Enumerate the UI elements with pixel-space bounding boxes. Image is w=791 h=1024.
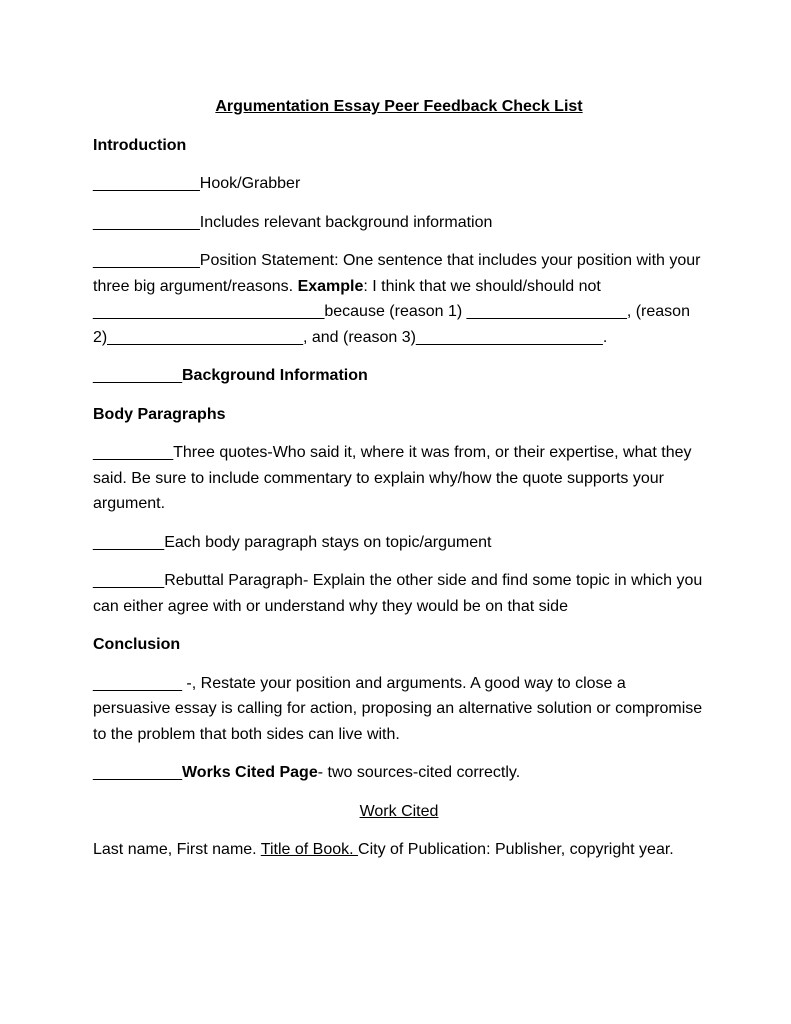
document-page	[93, 94, 705, 876]
works-blank: __________	[93, 764, 182, 781]
document-title: Argumentation Essay Peer Feedback Check List	[215, 98, 583, 115]
bg-info-label: Background Information	[181, 367, 368, 384]
work-cited-heading	[93, 799, 705, 825]
introduction-heading: Introduction	[93, 136, 187, 154]
bg-info-blank: __________	[93, 367, 182, 384]
position-statement-item	[93, 248, 705, 350]
works-cited-label: Works Cited Page	[181, 764, 318, 781]
example-label: Example	[297, 277, 364, 295]
position-text-a: ____________Position Statement: One sentence that includes your position with your three big argument/reasons.	[93, 252, 701, 295]
rebuttal-item: ________Rebuttal Paragraph- Explain the other side and find some topic in which you can either agree with or understand why they would be on that side	[93, 572, 703, 615]
works-cited-rest: - two sources-cited correctly.	[317, 764, 521, 781]
background-item: ____________Includes relevant background information	[93, 213, 493, 231]
position-text-b: : I think that we should/should not __________________________because (reason 1) __________________, (reason 2)______________________, and (reason 3)_____________________.	[93, 277, 690, 346]
citation-example	[93, 837, 705, 863]
citation-part-b: City of Publication: Publisher, copyright year.	[358, 841, 674, 858]
conclusion-heading: Conclusion	[93, 636, 181, 653]
background-information-item	[93, 363, 705, 389]
citation-book-title: Title of Book.	[260, 841, 359, 858]
restate-item: __________ -, Restate your position and arguments. A good way to close a persuasive essay is calling for action, proposing an alternative solution or compromise to the problem that both sides can live with.	[93, 674, 703, 743]
on-topic-item: ________Each body paragraph stays on topic/argument	[93, 533, 492, 551]
hook-item: ____________Hook/Grabber	[93, 175, 301, 192]
quotes-item: _________Three quotes-Who said it, where it was from, or their expertise, what they said. Be sure to include commentary to explain why/how the quote supports your argument.	[93, 444, 692, 512]
works-cited-item	[93, 760, 705, 786]
body-paragraphs-heading: Body Paragraphs	[93, 405, 226, 423]
citation-part-a: Last name, First name.	[93, 841, 261, 858]
work-cited-heading-text: Work Cited	[359, 802, 439, 820]
